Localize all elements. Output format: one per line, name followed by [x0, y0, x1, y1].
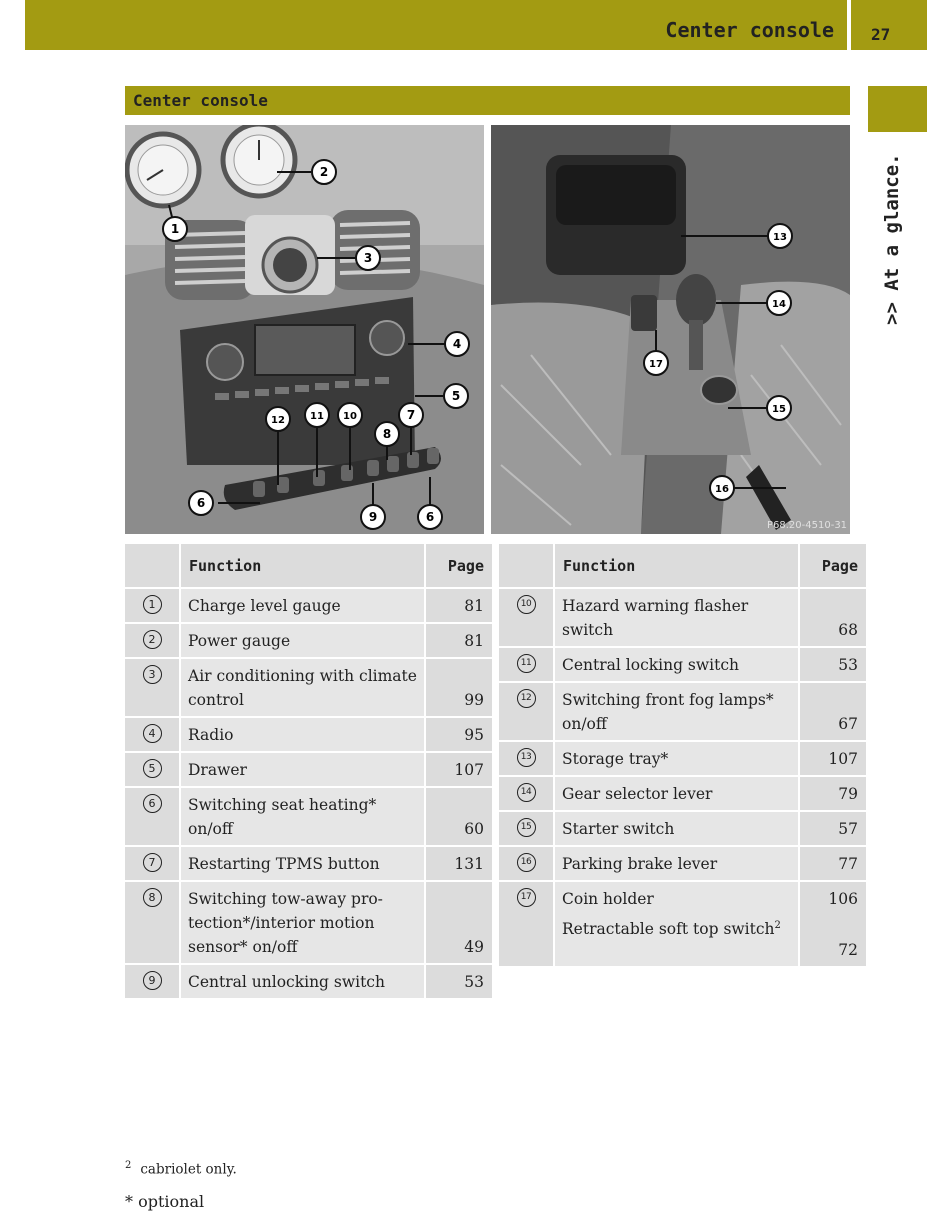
footnote: [125, 1160, 237, 1178]
svg-text:17: 17: [649, 359, 663, 370]
item-number: 12: [517, 689, 536, 708]
page-cell[interactable]: 79: [800, 777, 866, 812]
page-cell: [800, 882, 866, 968]
svg-text:10: 10: [343, 411, 357, 422]
function-cell: Switching seat heating* on/off: [181, 788, 426, 847]
function-cell: Gear selector lever: [555, 777, 800, 812]
page-title: Center console: [665, 18, 834, 42]
chapter-tab-label[interactable]: >> At a glance.: [881, 153, 903, 325]
section-title: Center console: [133, 91, 268, 110]
svg-text:15: 15: [772, 404, 786, 415]
page-number: 27: [871, 25, 891, 44]
svg-text:2: 2: [319, 165, 329, 179]
item-number: 4: [143, 724, 162, 743]
optional-note: * optional: [125, 1192, 205, 1211]
footnote-ref[interactable]: 2: [774, 920, 781, 931]
page-link[interactable]: 106: [828, 890, 858, 908]
svg-text:6: 6: [425, 510, 435, 524]
svg-text:12: 12: [271, 415, 285, 426]
header-bar: [25, 0, 847, 50]
table-row: [125, 847, 492, 882]
item-number: 15: [517, 818, 536, 837]
function-table-right: [499, 544, 866, 968]
item-number: 11: [517, 654, 536, 673]
item-number: 17: [517, 888, 536, 907]
dashboard-illustration: [125, 125, 484, 534]
page-link-secondary[interactable]: 72: [838, 941, 858, 959]
function-cell: Drawer: [181, 753, 426, 788]
item-number: 10: [517, 595, 536, 614]
svg-text:9: 9: [368, 510, 378, 524]
page-cell[interactable]: 81: [426, 624, 492, 659]
svg-text:1: 1: [170, 222, 180, 236]
svg-text:16: 16: [715, 484, 729, 495]
function-cell: Parking brake lever: [555, 847, 800, 882]
function-cell: Storage tray*: [555, 742, 800, 777]
function-cell: Air conditioning with climate control: [181, 659, 426, 718]
header-num: [125, 544, 181, 589]
svg-text:3: 3: [363, 251, 373, 265]
svg-text:14: 14: [772, 299, 786, 310]
header-num: [499, 544, 555, 589]
function-cell: Central locking switch: [555, 648, 800, 683]
page-cell[interactable]: 77: [800, 847, 866, 882]
item-number: 1: [143, 595, 162, 614]
item-number: 13: [517, 748, 536, 767]
chapter-tab: [868, 86, 927, 132]
function-cell: Charge level gauge: [181, 589, 426, 624]
item-number: 8: [143, 888, 162, 907]
header-page: Page: [800, 544, 866, 589]
header-function: Function: [181, 544, 426, 589]
image-code: P68.20-4510-31: [767, 520, 848, 531]
table-row: [125, 718, 492, 753]
center-tunnel-photo: [491, 125, 850, 534]
svg-text:6: 6: [196, 496, 206, 510]
page-cell[interactable]: 95: [426, 718, 492, 753]
svg-text:5: 5: [451, 389, 461, 403]
header-function: Function: [555, 544, 800, 589]
page-cell[interactable]: 57: [800, 812, 866, 847]
table-row: [125, 589, 492, 624]
page-cell[interactable]: 67: [800, 683, 866, 742]
page-cell[interactable]: 53: [426, 965, 492, 1000]
table-row: [499, 847, 866, 882]
page-cell[interactable]: 60: [426, 788, 492, 847]
function-cell: [555, 882, 800, 968]
center-tunnel-illustration: [491, 125, 850, 534]
function-cell: Radio: [181, 718, 426, 753]
page-cell[interactable]: 53: [800, 648, 866, 683]
table-row: [499, 648, 866, 683]
table-row: [499, 683, 866, 742]
table-row: [125, 659, 492, 718]
table-row: [499, 777, 866, 812]
function-cell: Central unlocking switch: [181, 965, 426, 1000]
table-row: [125, 788, 492, 847]
page-cell[interactable]: 131: [426, 847, 492, 882]
table-row: [125, 753, 492, 788]
function-cell: Switching tow-away pro-tection*/interior motion sensor* on/off: [181, 882, 426, 965]
item-number: 7: [143, 853, 162, 872]
dashboard-photo: [125, 125, 484, 534]
page-cell[interactable]: 107: [426, 753, 492, 788]
svg-text:11: 11: [310, 411, 324, 422]
function-table-left: [125, 544, 492, 1000]
svg-text:13: 13: [773, 232, 787, 243]
table-header-row: [499, 544, 866, 589]
page-cell[interactable]: 99: [426, 659, 492, 718]
svg-text:8: 8: [382, 427, 392, 441]
function-cell: Starter switch: [555, 812, 800, 847]
table-row: [499, 742, 866, 777]
section-heading-bar: [125, 86, 850, 115]
function-text-secondary: Retractable soft top switch: [562, 920, 775, 939]
footnote-text: cabriolet only.: [140, 1161, 237, 1178]
table-row: [125, 965, 492, 1000]
table-row: [499, 589, 866, 648]
item-number: 6: [143, 794, 162, 813]
page-number-box: [851, 0, 927, 50]
page-cell[interactable]: 81: [426, 589, 492, 624]
item-number: 14: [517, 783, 536, 802]
header-page: Page: [426, 544, 492, 589]
item-number: 5: [143, 759, 162, 778]
footnote-marker: 2: [125, 1160, 132, 1171]
page-cell[interactable]: 49: [426, 882, 492, 965]
page-cell[interactable]: 107: [800, 742, 866, 777]
function-cell: Hazard warning flasher switch: [555, 589, 800, 648]
function-cell: Power gauge: [181, 624, 426, 659]
table-row: [125, 624, 492, 659]
table-header-row: [125, 544, 492, 589]
item-number: 16: [517, 853, 536, 872]
svg-text:7: 7: [406, 408, 416, 422]
table-row: [499, 812, 866, 847]
function-cell: Switching front fog lamps* on/off: [555, 683, 800, 742]
item-number: 3: [143, 665, 162, 684]
table-row: [125, 882, 492, 965]
item-number: 2: [143, 630, 162, 649]
function-text: Coin holder: [562, 890, 654, 908]
table-row: [499, 882, 866, 968]
page-cell[interactable]: 68: [800, 589, 866, 648]
item-number: 9: [143, 971, 162, 990]
function-cell: Restarting TPMS button: [181, 847, 426, 882]
svg-text:4: 4: [452, 337, 462, 351]
